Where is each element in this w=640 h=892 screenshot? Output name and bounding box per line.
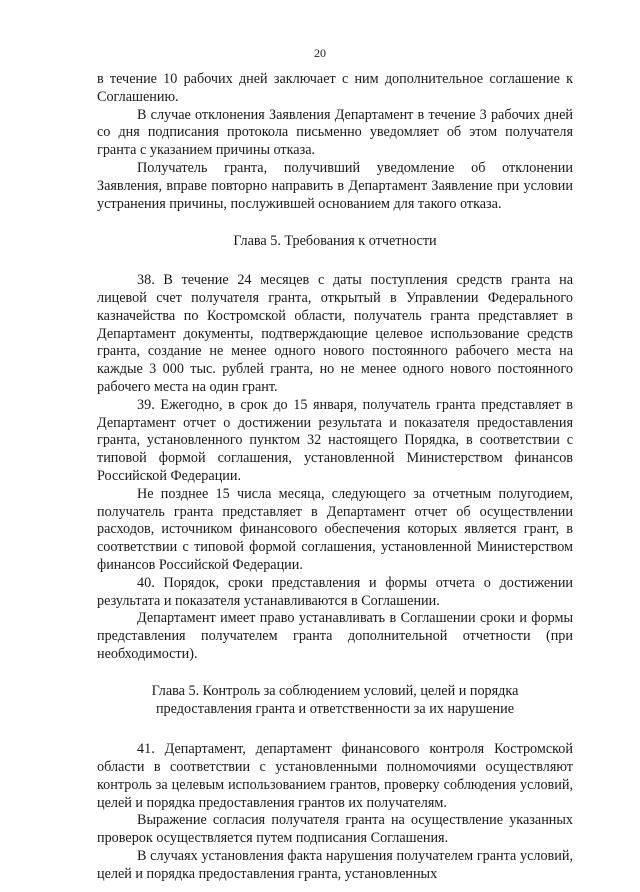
paragraph: Не позднее 15 числа месяца, следующего за отчетным полугодием, получатель гранта представляет в Департамент отчет об осуществлении расходов, источником финансового обеспечения которых является грант, в соответствии с типовой формой соглашения, установленной Министерством финансов Российской Федерации. — [97, 485, 573, 573]
spacer — [97, 213, 573, 233]
chapter-heading-control-line2: предоставления гранта и ответственности за их нарушение — [155, 700, 515, 717]
paragraph: Выражение согласия получателя гранта на осуществление указанных проверок осуществляется путем подписания Соглашения. — [97, 812, 573, 847]
paragraph: в течение 10 рабочих дней заключает с ним дополнительное соглашение к Соглашению. — [97, 71, 573, 105]
spacer — [97, 664, 573, 683]
paragraph-item-38: 38. В течение 24 месяцев с даты поступления средств гранта на лицевой счет получателя гранта, открытый в Управлении Федерального казначейства по Костромской области, получатель гранта представляет в Департамент документы, подтверждающие целевое использование средств гранта, создание не менее одного нового постоянного рабочего места на каждые 3 000 тыс. рублей гранта, но не менее одного нового постоянного рабочего места на один грант. — [97, 272, 573, 395]
page-number: 20 — [314, 46, 326, 60]
paragraph-item-40: 40. Порядок, сроки представления и формы отчета о достижении результата и показателя устанавливаются в Соглашении. — [97, 574, 573, 609]
paragraph: В случаях установления факта нарушения получателем гранта условий, целей и порядка предоставления гранта, установленных — [97, 848, 573, 882]
paragraph: В случае отклонения Заявления Департамент в течение 3 рабочих дней со дня подписания протокола письменно уведомляет об этом получателя гранта с указанием причины отказа. — [97, 106, 573, 159]
chapter-heading-reporting: Глава 5. Требования к отчетности — [233, 233, 437, 250]
spacer — [97, 718, 573, 741]
document-body — [97, 71, 573, 884]
chapter-heading-control — [97, 683, 573, 719]
paragraph-item-41: 41. Департамент, департамент финансового контроля Костромской области в соответствии с установленными полномочиями осуществляют контроль за целевым использованием грантов, проверку соблюдения условий, целей и порядка предоставления грантов их получателям. — [97, 741, 573, 811]
paragraph: Получатель гранта, получивший уведомление об отклонении Заявления, вправе повторно направить в Департамент Заявление при условии устранения причины, послужившей основанием для такого отказа. — [97, 159, 573, 212]
spacer — [97, 251, 573, 272]
paragraph-item-39: 39. Ежегодно, в срок до 15 января, получатель гранта представляет в Департамент отчет о достижении результата и показателя предоставления гранта, установленного пунктом 32 настоящего Порядка, в соответствии с типовой формой соглашения, установленной Министерством финансов Российской Федерации. — [97, 396, 573, 484]
chapter-heading-control-line1: Глава 5. Контроль за соблюдением условий, целей и порядка — [151, 682, 519, 699]
paragraph: Департамент имеет право устанавливать в Соглашении сроки и формы представления получателем гранта дополнительной отчетности (при необходимости). — [97, 610, 573, 662]
